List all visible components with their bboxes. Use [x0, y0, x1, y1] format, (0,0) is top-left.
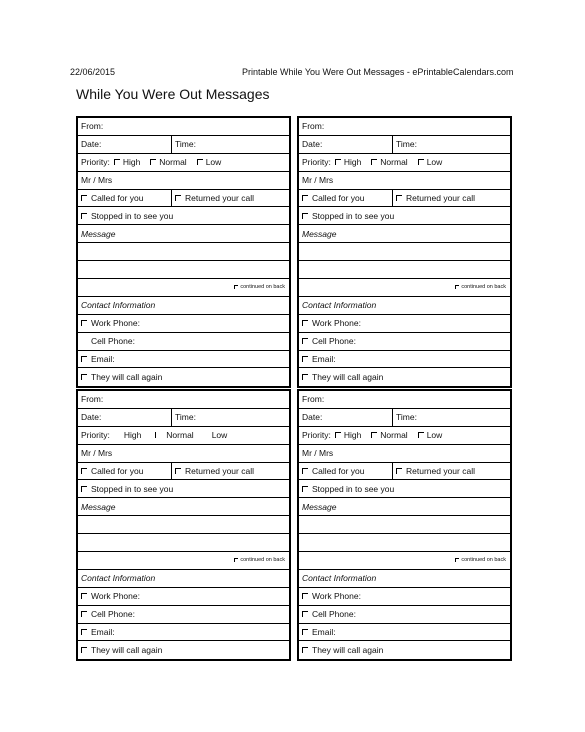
date-field[interactable] — [299, 409, 393, 426]
message-form-4 — [297, 389, 512, 661]
email-label: Email: — [312, 354, 336, 365]
stopped-in-label: Stopped in to see you — [312, 210, 395, 221]
checkbox-icon[interactable] — [302, 611, 308, 617]
checkbox-icon[interactable] — [302, 320, 308, 326]
cell-phone-label: Cell Phone: — [91, 609, 135, 620]
cell-phone-row[interactable] — [78, 333, 289, 351]
checkbox-icon[interactable] — [81, 213, 87, 219]
call-again-row[interactable] — [78, 641, 289, 659]
message-label: Message — [81, 501, 116, 512]
stopped-in-row[interactable] — [299, 207, 510, 225]
date-field[interactable] — [78, 136, 172, 153]
from-row[interactable] — [78, 391, 289, 409]
checkbox-icon[interactable] — [81, 320, 87, 326]
mr-mrs-row[interactable] — [78, 172, 289, 190]
called-for-you-option[interactable]: Called for you — [299, 190, 393, 207]
header-site: Printable While You Were Out Messages - ePrintableCalendars.com — [242, 67, 514, 77]
time-field[interactable] — [172, 136, 289, 153]
email-row[interactable] — [78, 351, 289, 369]
from-row[interactable] — [299, 391, 510, 409]
priority-high-option[interactable]: High — [114, 157, 140, 167]
call-again-row[interactable] — [299, 368, 510, 386]
checkbox-icon[interactable] — [234, 558, 238, 562]
checkbox-icon[interactable] — [81, 486, 87, 492]
continued-row — [78, 279, 289, 297]
priority-label: Priority: — [81, 430, 110, 441]
date-time-row — [299, 409, 510, 427]
header-date: 22/06/2015 — [70, 67, 116, 77]
priority-normal-option[interactable]: Normal — [371, 430, 407, 440]
priority-low-option[interactable]: Low — [418, 157, 443, 167]
mr-mrs-label: Mr / Mrs — [81, 448, 113, 459]
checkbox-icon[interactable] — [302, 195, 308, 201]
mr-mrs-row[interactable] — [299, 172, 510, 190]
email-label: Email: — [91, 354, 115, 365]
call-again-label: They will call again — [91, 372, 163, 383]
time-label: Time: — [175, 139, 196, 150]
priority-low-option[interactable]: Low — [197, 157, 222, 167]
call-again-row[interactable] — [78, 368, 289, 386]
stopped-in-row[interactable] — [299, 480, 510, 498]
email-row[interactable] — [78, 624, 289, 642]
priority-label: Priority: — [81, 157, 110, 168]
from-row[interactable] — [299, 118, 510, 136]
message-label-row — [299, 225, 510, 243]
time-label: Time: — [396, 139, 417, 150]
contact-info-label: Contact Information — [302, 573, 377, 584]
call-status-row — [299, 190, 510, 208]
checkbox-icon[interactable] — [302, 356, 308, 362]
checkbox-icon[interactable] — [371, 432, 377, 438]
mr-mrs-row[interactable] — [299, 445, 510, 463]
priority-normal-option[interactable]: Normal — [371, 157, 407, 167]
message-label: Message — [302, 501, 337, 512]
checkbox-icon[interactable] — [302, 629, 308, 635]
called-for-you-option[interactable]: Called for you — [78, 190, 172, 207]
cell-phone-row[interactable] — [78, 606, 289, 624]
checkbox-icon[interactable] — [396, 468, 402, 474]
priority-normal-option[interactable]: Normal — [150, 157, 186, 167]
checkbox-icon[interactable] — [81, 195, 87, 201]
message-label-row — [299, 498, 510, 516]
date-label: Date: — [302, 412, 323, 423]
checkbox-icon[interactable] — [234, 285, 238, 289]
checkbox-icon[interactable] — [455, 558, 459, 562]
work-phone-row[interactable] — [299, 315, 510, 333]
cell-phone-label: Cell Phone: — [312, 609, 356, 620]
time-label: Time: — [175, 412, 196, 423]
date-field[interactable] — [78, 409, 172, 426]
checkbox-icon[interactable] — [114, 159, 120, 165]
date-label: Date: — [81, 412, 102, 423]
message-line[interactable] — [299, 261, 510, 279]
priority-low-option[interactable]: Low — [418, 430, 443, 440]
returned-call-option[interactable]: Returned your call — [172, 463, 289, 480]
time-field[interactable] — [172, 409, 289, 426]
message-line[interactable] — [78, 261, 289, 279]
message-line[interactable] — [299, 516, 510, 534]
checkbox-icon[interactable] — [302, 213, 308, 219]
priority-label: Priority: — [302, 430, 331, 441]
stopped-in-label: Stopped in to see you — [91, 210, 174, 221]
date-field[interactable] — [299, 136, 393, 153]
checkbox-icon[interactable] — [418, 159, 424, 165]
call-status-row — [78, 190, 289, 208]
checkbox-icon[interactable] — [150, 159, 156, 165]
contact-info-label: Contact Information — [81, 300, 156, 311]
checkbox-icon[interactable] — [302, 486, 308, 492]
priority-low-option[interactable]: Low — [211, 430, 228, 441]
continued-row — [78, 552, 289, 570]
checkbox-icon[interactable] — [302, 338, 308, 344]
message-label-row — [78, 498, 289, 516]
date-label: Date: — [81, 139, 102, 150]
call-again-label: They will call again — [91, 645, 163, 656]
mr-mrs-label: Mr / Mrs — [302, 175, 334, 186]
checkbox-icon[interactable] — [175, 195, 181, 201]
cell-phone-row[interactable] — [299, 333, 510, 351]
contact-info-label: Contact Information — [302, 300, 377, 311]
checkbox-icon[interactable] — [81, 468, 87, 474]
continued-label: continued on back — [461, 284, 506, 291]
checkbox-icon[interactable] — [302, 468, 308, 474]
checkbox-icon[interactable] — [302, 374, 308, 380]
checkbox-icon[interactable] — [371, 159, 377, 165]
email-label: Email: — [312, 627, 336, 638]
priority-row — [78, 427, 289, 445]
from-row[interactable] — [78, 118, 289, 136]
work-phone-label: Work Phone: — [312, 591, 361, 602]
message-label: Message — [81, 228, 116, 239]
continued-row — [299, 552, 510, 570]
work-phone-row[interactable] — [78, 588, 289, 606]
priority-high-option[interactable]: High — [335, 157, 361, 167]
email-row[interactable] — [299, 351, 510, 369]
checkbox-icon[interactable] — [396, 195, 402, 201]
cell-phone-label: Cell Phone: — [312, 336, 356, 347]
from-label: From: — [81, 394, 104, 405]
work-phone-row[interactable] — [299, 588, 510, 606]
from-label: From: — [302, 121, 325, 132]
message-label-row — [78, 225, 289, 243]
checkbox-icon[interactable] — [81, 611, 87, 617]
mr-mrs-row[interactable] — [78, 445, 289, 463]
from-label: From: — [302, 394, 325, 405]
continued-row — [299, 279, 510, 297]
stopped-in-row[interactable] — [78, 207, 289, 225]
checkbox-icon[interactable] — [302, 593, 308, 599]
from-label: From: — [81, 121, 104, 132]
continued-label: continued on back — [240, 557, 285, 564]
priority-high-option[interactable]: High — [335, 430, 361, 440]
cell-phone-label: Cell Phone: — [91, 336, 135, 347]
cell-phone-row[interactable] — [299, 606, 510, 624]
work-phone-row[interactable] — [78, 315, 289, 333]
priority-label: Priority: — [302, 157, 331, 168]
returned-call-option[interactable]: Returned your call — [393, 190, 510, 207]
checkbox-icon[interactable] — [455, 285, 459, 289]
called-for-you-option[interactable]: Called for you — [299, 463, 393, 480]
returned-call-option[interactable]: Returned your call — [393, 463, 510, 480]
work-phone-label: Work Phone: — [91, 318, 140, 329]
contact-info-row — [299, 297, 510, 315]
work-phone-label: Work Phone: — [312, 318, 361, 329]
date-time-row — [78, 409, 289, 427]
time-field[interactable] — [393, 409, 510, 426]
checkbox-icon[interactable] — [335, 432, 341, 438]
time-field[interactable] — [393, 136, 510, 153]
stopped-in-label: Stopped in to see you — [312, 483, 395, 494]
mr-mrs-label: Mr / Mrs — [302, 448, 334, 459]
call-status-row — [78, 463, 289, 481]
checkbox-icon[interactable] — [175, 468, 181, 474]
message-line[interactable] — [78, 243, 289, 261]
date-time-row — [299, 136, 510, 154]
priority-row — [78, 154, 289, 172]
called-for-you-option[interactable]: Called for you — [78, 463, 172, 480]
checkbox-icon[interactable] — [81, 593, 87, 599]
date-time-row — [78, 136, 289, 154]
priority-high-option[interactable]: High — [123, 430, 142, 441]
mr-mrs-label: Mr / Mrs — [81, 175, 113, 186]
stopped-in-row[interactable] — [78, 480, 289, 498]
stopped-in-label: Stopped in to see you — [91, 483, 174, 494]
message-line[interactable] — [78, 516, 289, 534]
priority-normal-option[interactable]: Normal — [166, 430, 194, 441]
message-line[interactable] — [299, 534, 510, 552]
contact-info-row — [299, 570, 510, 588]
page-title: While You Were Out Messages — [76, 86, 270, 102]
continued-label: continued on back — [240, 284, 285, 291]
contact-info-row — [78, 570, 289, 588]
call-again-label: They will call again — [312, 645, 384, 656]
continued-label: continued on back — [461, 557, 506, 564]
message-form-1 — [76, 116, 291, 388]
checkbox-icon[interactable] — [81, 374, 87, 380]
divider — [155, 432, 156, 438]
checkbox-icon[interactable] — [197, 159, 203, 165]
date-label: Date: — [302, 139, 323, 150]
call-again-row[interactable] — [299, 641, 510, 659]
checkbox-icon[interactable] — [81, 647, 87, 653]
checkbox-icon[interactable] — [302, 647, 308, 653]
contact-info-row — [78, 297, 289, 315]
message-label: Message — [302, 228, 337, 239]
time-label: Time: — [396, 412, 417, 423]
call-again-label: They will call again — [312, 372, 384, 383]
message-form-3 — [76, 389, 291, 661]
checkbox-icon[interactable] — [418, 432, 424, 438]
email-row[interactable] — [299, 624, 510, 642]
priority-row — [299, 427, 510, 445]
email-label: Email: — [91, 627, 115, 638]
call-status-row — [299, 463, 510, 481]
checkbox-icon[interactable] — [81, 356, 87, 362]
message-line[interactable] — [78, 534, 289, 552]
message-line[interactable] — [299, 243, 510, 261]
checkbox-icon[interactable] — [335, 159, 341, 165]
returned-call-option[interactable]: Returned your call — [172, 190, 289, 207]
contact-info-label: Contact Information — [81, 573, 156, 584]
message-form-2 — [297, 116, 512, 388]
work-phone-label: Work Phone: — [91, 591, 140, 602]
checkbox-icon[interactable] — [81, 629, 87, 635]
priority-row — [299, 154, 510, 172]
